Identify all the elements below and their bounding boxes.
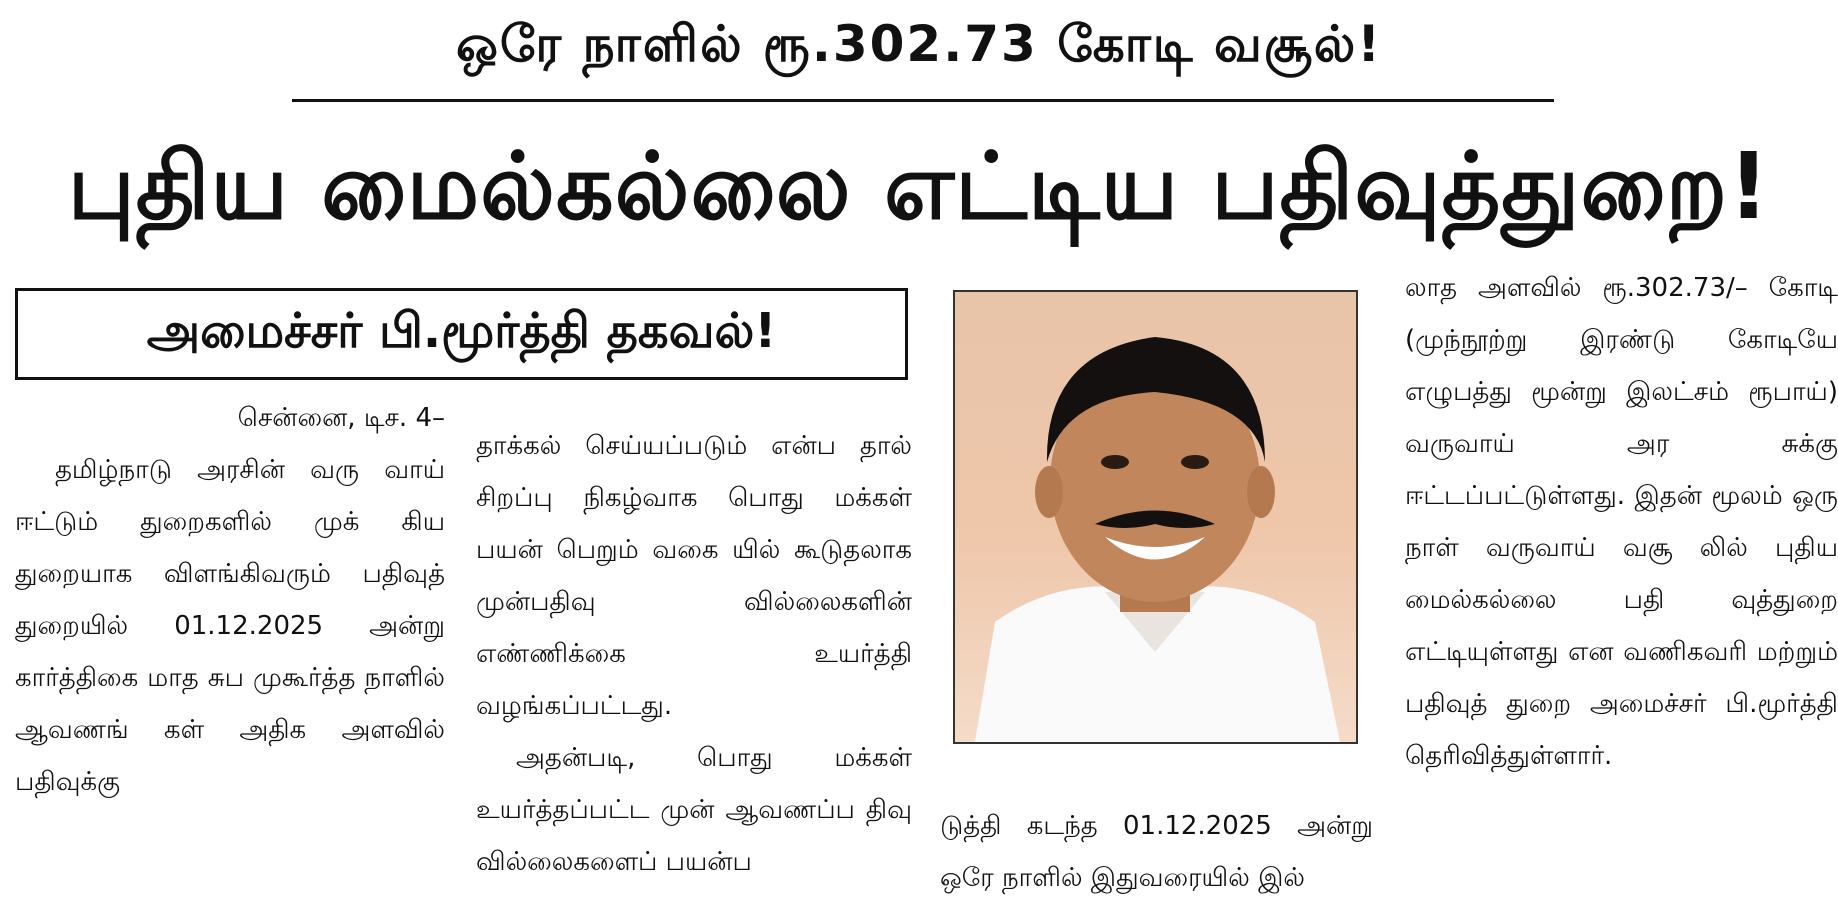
headline-top: ஒரே நாளில் ரூ.302.73 கோடி வசூல்!	[455, 15, 1383, 73]
paragraph-5: லாத அளவில் ரூ.302.73/– கோடி (முந்நூற்று இரண்டு கோடியே எழுபத்து மூன்று இலட்சம் ரூபாய்) வருவாய் அர சுக்கு ஈட்டப்பட்டுள்ளது. இதன் மூலம் ஒரு நாள் வருவாய் வசூ லில் புதிய மைல்கல்லை பதி வுத்துறை எட்டியுள்ளது என வணிகவரி மற்றும் பதிவுத் துறை அமைச்சர் பி.மூர்த்தி தெரிவித்துள்ளார்.	[1405, 273, 1838, 771]
paragraph-3: அதன்படி, பொது மக்கள் உயர்த்தப்பட்ட முன் ஆவணப்ப திவு வில்லைகளைப் பயன்ப	[476, 743, 912, 877]
article-column-4	[1405, 262, 1838, 782]
paragraph-2: தாக்கல் செய்யப்படும் என்ப தால் சிறப்பு நிகழ்வாக பொது மக்கள் பயன் பெறும் வகை யில் கூடுதலாக முன்பதிவு வில்லைகளின் எண்ணிக்கை உயர்த்தி வழங்கப்பட்டது.	[476, 431, 912, 721]
headline-rule	[292, 99, 1554, 102]
paragraph-1: தமிழ்நாடு அரசின் வரு வாய் ஈட்டும் துறைகளில் முக் கிய துறையாக விளங்கிவரும் பதிவுத் துறையில் 01.12.2025 அன்று கார்த்திகை மாத சுப முகூர்த்த நாளில் ஆவணங் கள் அதிக அளவில் பதிவுக்கு	[15, 455, 445, 797]
portrait-icon	[955, 292, 1356, 742]
dateline: சென்னை, டிச. 4–	[237, 403, 445, 433]
article-column-3	[940, 800, 1373, 904]
paragraph-4: டுத்தி கடந்த 01.12.2025 அன்று ஒரே நாளில் இதுவரையில் இல்	[940, 811, 1373, 893]
subheadline-box	[15, 288, 908, 380]
headline-main: புதிய மைல்கல்லை எட்டிய பதிவுத்துறை!	[67, 133, 1771, 240]
portrait-photo	[953, 290, 1358, 744]
article-column-1	[15, 392, 445, 808]
article-column-2	[476, 420, 912, 888]
subheadline: அமைச்சர் பி.மூர்த்தி தகவல்!	[146, 303, 777, 359]
